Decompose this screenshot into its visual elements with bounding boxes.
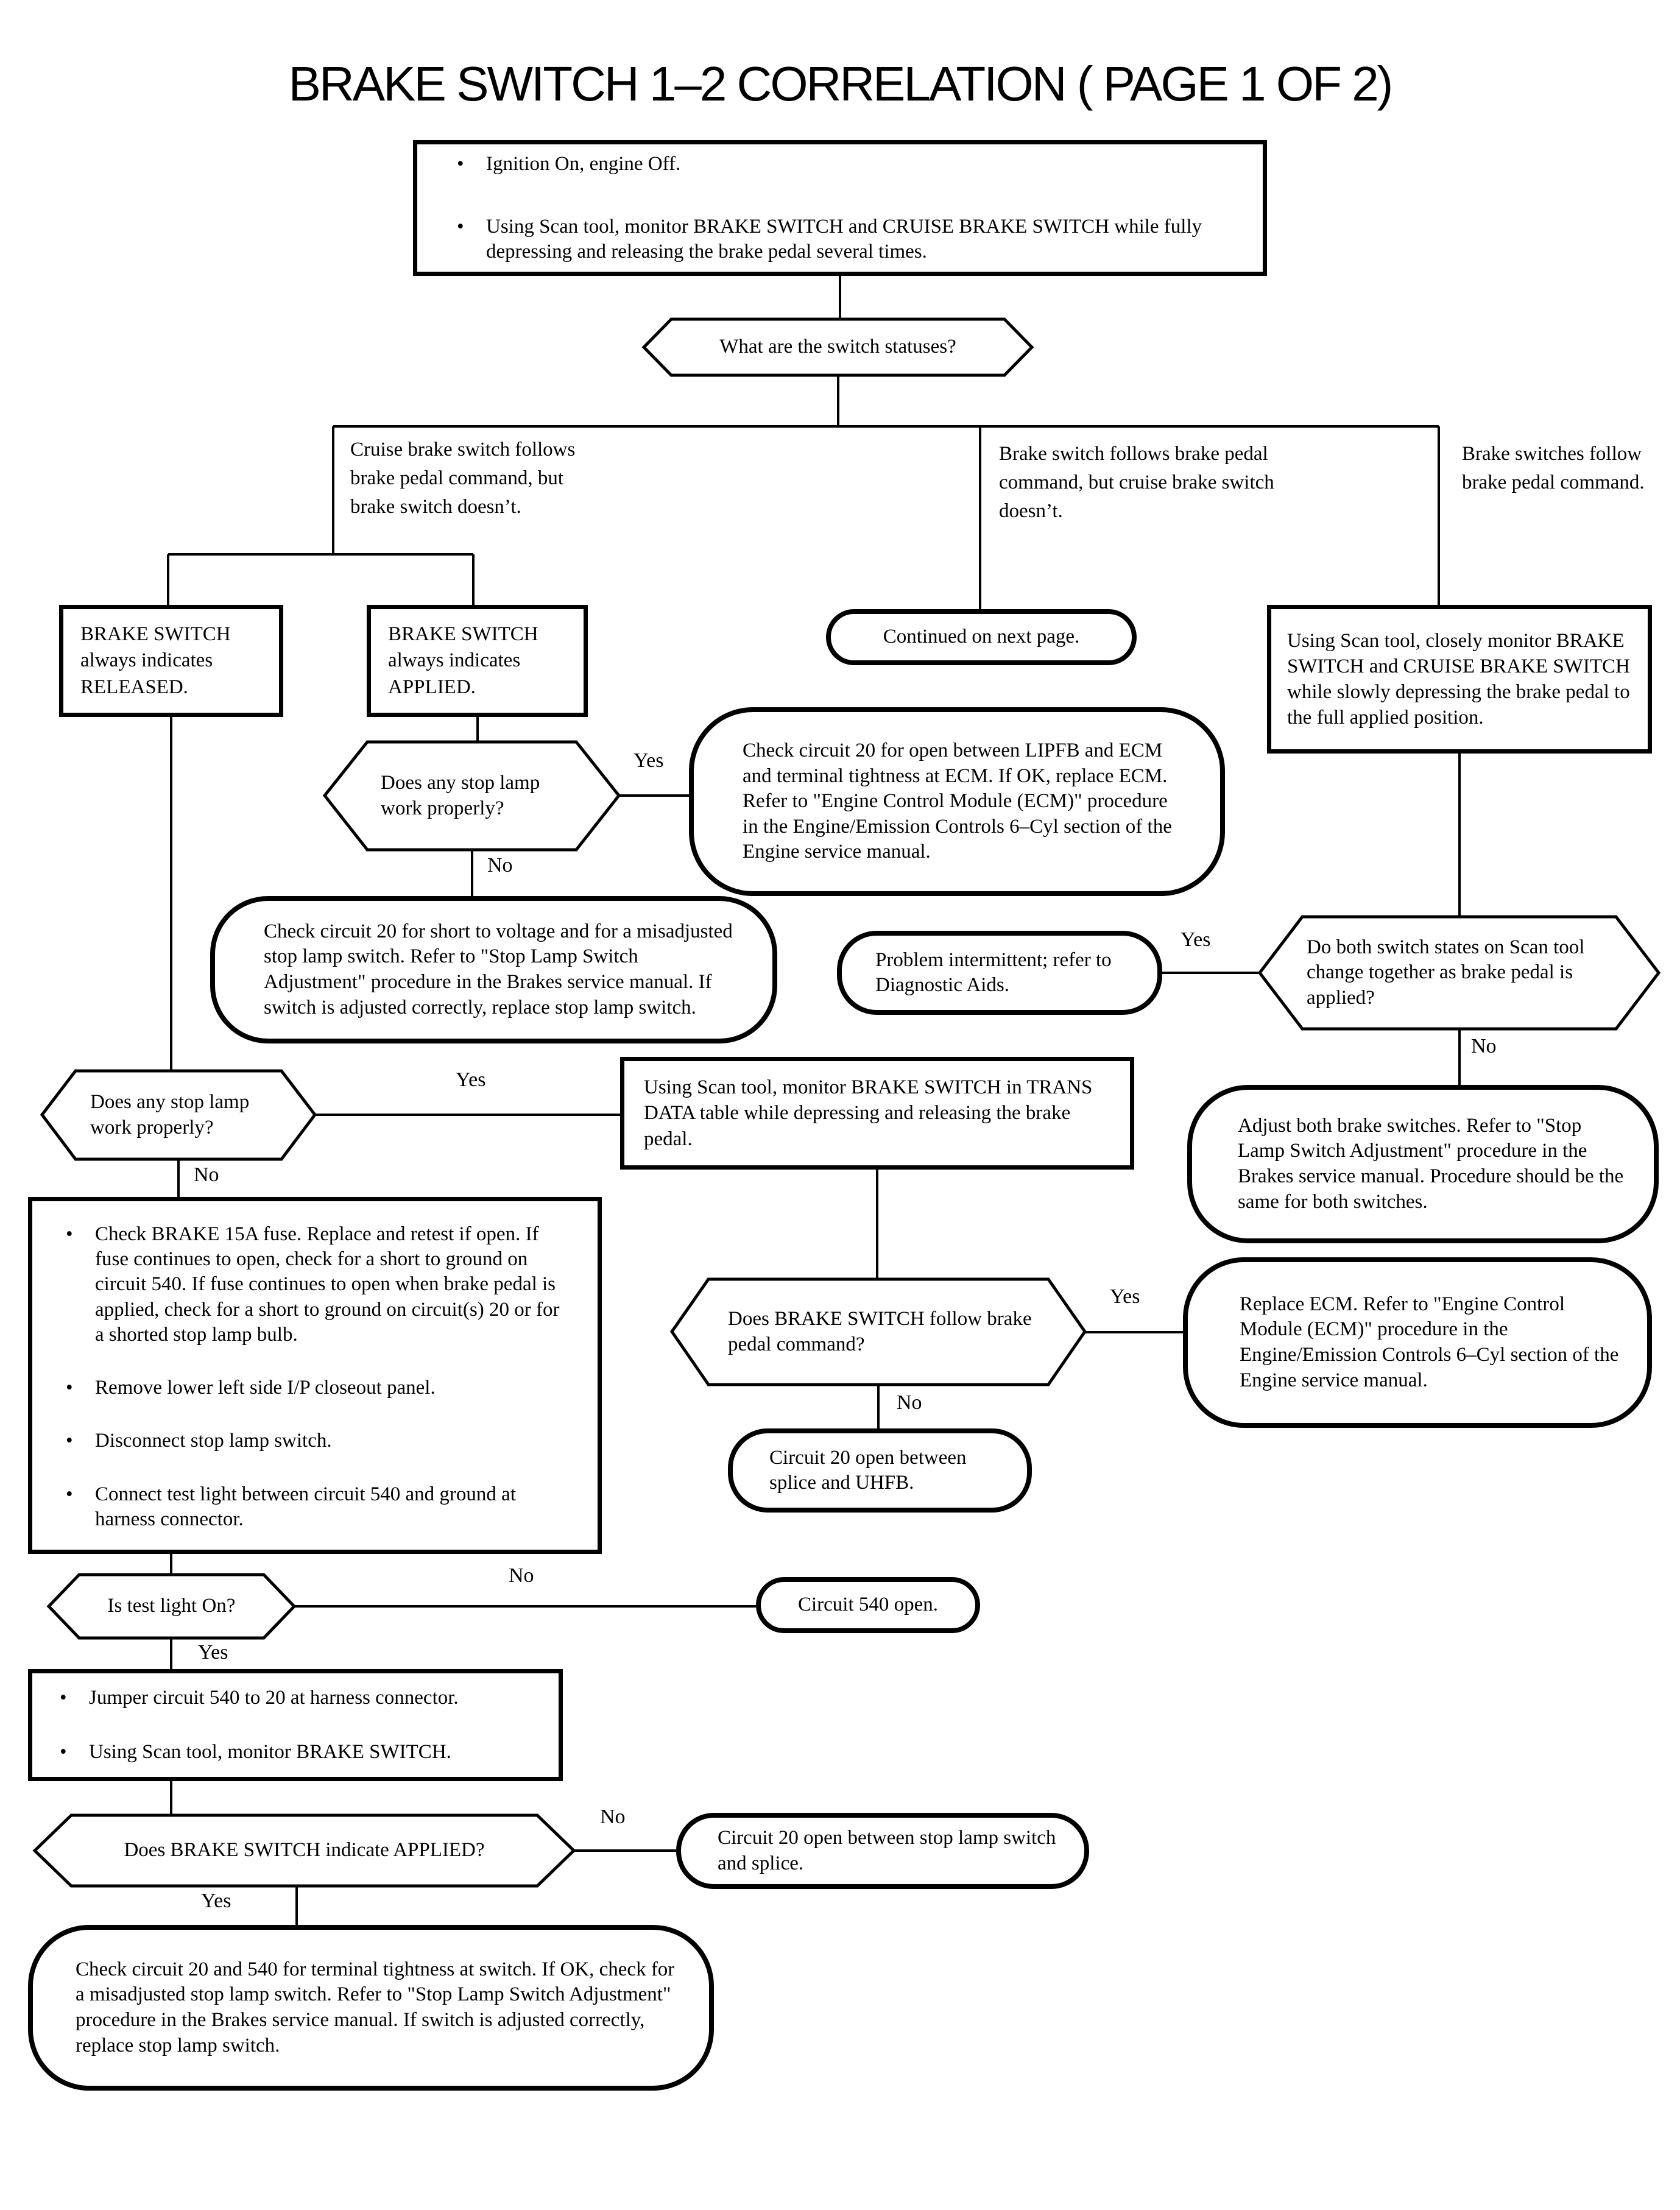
- node-problem-intermittent: Problem intermittent; refer to Diagnostic Aids.: [837, 931, 1162, 1015]
- fuse-bullet-3: • Disconnect stop lamp switch.: [60, 1428, 573, 1453]
- node-q-switch-statuses: What are the switch statuses?: [719, 336, 956, 358]
- fuse-bullet-2: • Remove lower left side I/P closeout panel.: [60, 1375, 573, 1400]
- node-q-both-change: Do both switch states on Scan tool change together as brake pedal is applied?: [1307, 936, 1585, 1009]
- label-q4-yes: Yes: [198, 1641, 228, 1664]
- node-closely-monitor: Using Scan tool, closely monitor BRAKE SWITCH and CRUISE BRAKE SWITCH while slowly depressing the brake pedal to the full applied position.: [1267, 605, 1652, 754]
- node-jumper-actions: [28, 1669, 563, 1781]
- node-q-stop-lamp-applied: Does any stop lamp work properly?: [381, 772, 540, 819]
- label-q5-no: No: [600, 1806, 626, 1828]
- node-circuit-20-open-splice-uhfb: Circuit 20 open between splice and UHFB.: [728, 1428, 1032, 1513]
- node-circuit-20-open-stop-lamp: Circuit 20 open between stop lamp switch and splice.: [676, 1813, 1089, 1889]
- label-q5-yes: Yes: [201, 1890, 231, 1912]
- node-adjust-both: Adjust both brake switches. Refer to "Stop Lamp Switch Adjustment" procedure in the Brakes service manual. Procedure should be the same for both switches.: [1187, 1085, 1659, 1243]
- node-continued-next-page: Continued on next page.: [826, 609, 1137, 665]
- node-brake-switch-applied: BRAKE SWITCH always indicates APPLIED.: [367, 605, 588, 717]
- label-q7-no: No: [1471, 1035, 1497, 1057]
- start-bullet-2: • Using Scan tool, monitor BRAKE SWITCH and CRUISE BRAKE SWITCH while fully depressing and releasing the brake pedal several times.: [451, 214, 1229, 265]
- label-q2-yes: Yes: [634, 749, 664, 772]
- node-check-short-voltage: Check circuit 20 for short to voltage and for a misadjusted stop lamp switch. Refer to "Stop Lamp Switch Adjustment" procedure in the Brakes service manual. If switch is adjusted correctly, replace stop lamp switch.: [210, 896, 777, 1043]
- label-q4-no: No: [509, 1564, 534, 1587]
- node-q-indicate-applied: Does BRAKE SWITCH indicate APPLIED?: [124, 1839, 485, 1862]
- label-q3-no: No: [194, 1163, 219, 1186]
- page-title: BRAKE SWITCH 1–2 CORRELATION ( PAGE 1 OF 2): [288, 57, 1392, 111]
- node-circuit-540-open: Circuit 540 open.: [756, 1577, 980, 1633]
- jumper-bullet-1: • Jumper circuit 540 to 20 at harness connector.: [54, 1686, 537, 1710]
- node-start-actions: [413, 140, 1267, 276]
- branch-label-cruise-follows: Cruise brake switch follows brake pedal command, but brake switch doesn’t.: [350, 439, 576, 518]
- node-fuse-checks: [28, 1197, 602, 1554]
- node-q-stop-lamp-released: Does any stop lamp work properly?: [90, 1091, 250, 1139]
- start-bullet-1: • Ignition On, engine Off.: [451, 152, 1229, 177]
- fuse-bullet-4: • Connect test light between circuit 540 and ground at harness connector.: [60, 1482, 573, 1533]
- node-check-open-lipfb: Check circuit 20 for open between LIPFB and ECM and terminal tightness at ECM. If OK, replace ECM. Refer to "Engine Control Module (ECM)" procedure in the Engine/Emission Controls 6–Cyl section of the Engine service manual.: [689, 707, 1225, 896]
- jumper-bullet-2: • Using Scan tool, monitor BRAKE SWITCH.: [54, 1740, 537, 1765]
- fuse-bullet-1: • Check BRAKE 15A fuse. Replace and retest if open. If fuse continues to open, check for a short to ground on circuit 540. If fuse continues to open when brake pedal is applied, check for a short to ground on circuit(s) 20 or for a shorted stop lamp bulb.: [60, 1222, 573, 1347]
- node-replace-ecm: Replace ECM. Refer to "Engine Control Module (ECM)" procedure in the Engine/Emission Controls 6–Cyl section of the Engine service manual.: [1183, 1257, 1652, 1428]
- label-q7-yes: Yes: [1181, 928, 1211, 951]
- label-q6-no: No: [897, 1391, 922, 1414]
- branch-label-both-follow: Brake switches follow brake pedal command.: [1462, 443, 1645, 493]
- node-trans-data: Using Scan tool, monitor BRAKE SWITCH in TRANS DATA table while depressing and releasing the brake pedal.: [620, 1057, 1134, 1170]
- branch-label-brake-follows: Brake switch follows brake pedal command, but cruise brake switch doesn’t.: [999, 443, 1274, 522]
- node-brake-switch-released: BRAKE SWITCH always indicates RELEASED.: [59, 605, 283, 717]
- label-q3-yes: Yes: [456, 1068, 486, 1091]
- label-q2-no: No: [487, 854, 513, 877]
- label-q6-yes: Yes: [1110, 1285, 1140, 1308]
- node-check-terminal-tightness: Check circuit 20 and 540 for terminal tightness at switch. If OK, check for a misadjusted stop lamp switch. Refer to "Stop Lamp Switch Adjustment" procedure in the Brakes service manual. If switch is adjusted correctly, replace stop lamp switch.: [28, 1925, 714, 2091]
- node-q-follow-command: Does BRAKE SWITCH follow brake pedal command?: [728, 1308, 1032, 1355]
- node-q-test-light: Is test light On?: [107, 1595, 236, 1617]
